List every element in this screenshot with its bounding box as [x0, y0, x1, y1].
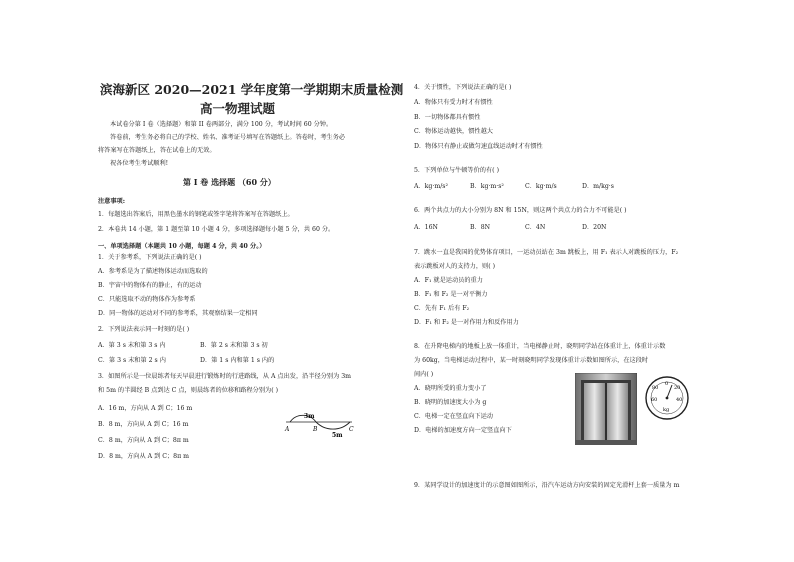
question-option: A．物体只有受力时才有惯性 [414, 99, 493, 106]
question-option: C．电梯一定在竖直向下运动 [414, 413, 493, 420]
question-option: B．8 m，方向从 A 到 C；16 m [98, 421, 189, 428]
elevator-floor [575, 440, 637, 445]
elevator-figure [575, 373, 637, 445]
intro-line: 将答案写在答题纸上，答在试卷上的无效。 [98, 147, 216, 154]
question-stem: 4．关于惯性，下列说法正确的是( ) [414, 84, 512, 91]
question-option: D．8 m，方向从 A 到 C；8π m [98, 453, 189, 460]
gauge-tick-60: 60 [651, 397, 658, 403]
question-stem: 间内( ) [414, 371, 434, 378]
question-option: B．晓明的加速度大小为 g [414, 399, 487, 406]
question-option: B．F₁ 和 F₂ 是一对平衡力 [414, 291, 488, 298]
section-title: 第 I 卷 选择题 （60 分） [183, 177, 276, 187]
question-stem: 5．下列单位与牛顿等价的有( ) [414, 167, 499, 174]
large-semicircle [316, 422, 350, 429]
semicircle-path-figure [282, 395, 356, 461]
question-option: A．F₁ 就是运动员的重力 [414, 277, 483, 284]
question-option: D．m/kg·s [582, 183, 614, 190]
question-option: D．同一物体的运动对不同的参考系，其观察结果一定相同 [98, 310, 258, 317]
question-option: A．参考系是为了描述物体运动而选取的 [98, 268, 208, 275]
gauge-tick-40: 40 [676, 397, 683, 403]
exam-title: 滨海新区 2020—2021 学年度第一学期期末质量检测 [100, 82, 404, 97]
question-option: C．只能选取不动的物体作为参考系 [98, 296, 196, 303]
question-option: B．一切物体都具有惯性 [414, 114, 481, 121]
question-stem: 8．在升降电梯内的地板上放一体重计，当电梯静止时，晓明同学站在体重计上，体重计示数 [414, 343, 666, 350]
intro-line: 本试卷分第 I 卷（选择题）和第 II 卷两部分，满分 100 分，考试时间 60 分钟。 [110, 121, 333, 128]
elevator-door-right [607, 383, 628, 440]
point-b-label: B [313, 426, 318, 433]
question-option: A．16N [414, 224, 438, 231]
gauge-tick-80: 80 [652, 385, 659, 391]
question-option: D．第 1 s 内和第 1 s 内的 [200, 357, 275, 364]
question-option: A．晓明所受的重力变小了 [414, 385, 487, 392]
question-option: C．8 m，方向从 A 到 C；8π m [98, 437, 189, 444]
question-option: B．kg·m·s² [470, 183, 504, 190]
question-option: B．第 2 s 末和第 3 s 初 [200, 342, 268, 349]
question-stem: 和 5m 的半圆经 B 点到达 C 点，则晨练者的位移和路程分别为( ) [98, 387, 278, 394]
point-a-label: A [285, 426, 290, 433]
scale-gauge [644, 375, 690, 421]
point-c-label: C [349, 426, 354, 433]
question-option: C．先有 F₁ 后有 F₂ [414, 305, 470, 312]
question-option: C．kg·m/s [525, 183, 557, 190]
elevator-door-left [584, 383, 605, 440]
question-stem: 1．关于参考系，下列说法正确的是( ) [98, 254, 202, 261]
intro-line: 祝各位考生考试顺利! [110, 160, 169, 167]
question-stem: 2．下列说法表示同一时刻的是( ) [98, 326, 190, 333]
notice-item: 2．本卷共 14 小题，第 1 题至第 10 小题 4 分，多项选择题每小题 5 分，共 60 分。 [98, 226, 335, 233]
question-option: D．物体只有静止或做匀速直线运动时才有惯性 [414, 143, 543, 150]
question-option: D．F₁ 和 F₂ 是一对作用力和反作用力 [414, 319, 519, 326]
question-option: C．第 3 s 末和第 2 s 内 [98, 357, 166, 364]
question-option: B．宇宙中的物体有的静止，有的运动 [98, 282, 202, 289]
gauge-tick-20: 20 [674, 385, 681, 391]
intro-line: 答卷前，考生务必将自己的学校、姓名、准考证号填写在答题纸上。答卷时，考生务必 [110, 134, 346, 141]
question-option: C．4N [525, 224, 546, 231]
question-option: D．电梯的加速度方向一定竖直向下 [414, 427, 512, 434]
question-option: C．物体运动越快，惯性越大 [414, 128, 493, 135]
question-stem: 6．两个共点力的大小分别为 8N 和 15N，则这两个共点力的合力不可能是( ) [414, 207, 627, 214]
notice-item: 1．每题选出答案后，用黑色墨水的钢笔或签字笔将答案写在答题纸上。 [98, 211, 294, 218]
question-option: D．20N [582, 224, 607, 231]
radius-5m-label: 5m [332, 432, 343, 439]
radius-3m-label: 3m [304, 413, 315, 420]
question-stem: 为 60kg，当电梯运动过程中，某一时刻晓明同学发现体重计示数如图所示，在这段时 [414, 357, 649, 364]
question-stem: 3．如图所示是一位晨练者每天早晨进行锻炼时的行进路线，从 A 点出发，沿半径分别为 3m [98, 373, 352, 380]
question-option: B．8N [470, 224, 491, 231]
notice-label: 注意事项: [98, 198, 126, 205]
part-one-heading: 一、单项选择题（本题共 10 小题，每题 4 分，共 40 分。） [98, 243, 266, 250]
question-option: A．16 m，方向从 A 到 C；16 m [98, 405, 193, 412]
question-stem: 9．某同学设计的加速度计的示意图如图所示，沿汽车运动方向安装的固定光滑杆上套一质量为 m [414, 482, 680, 489]
exam-subtitle: 高一物理试题 [200, 101, 276, 116]
question-stem: 表示跳板对人的支持力，则( ) [414, 263, 496, 270]
gauge-unit: kg [663, 407, 670, 413]
question-stem: 7．跳水一直是我国的优势体育项目，一运动员站在 3m 跳板上，用 F₁ 表示人对跳板的压力，F₂ [414, 249, 679, 256]
gauge-pivot [666, 397, 669, 400]
gauge-tick-0: 0 [665, 381, 669, 387]
question-option: A．kg·m/s² [414, 183, 448, 190]
question-option: A．第 3 s 末和第 3 s 内 [98, 342, 166, 349]
